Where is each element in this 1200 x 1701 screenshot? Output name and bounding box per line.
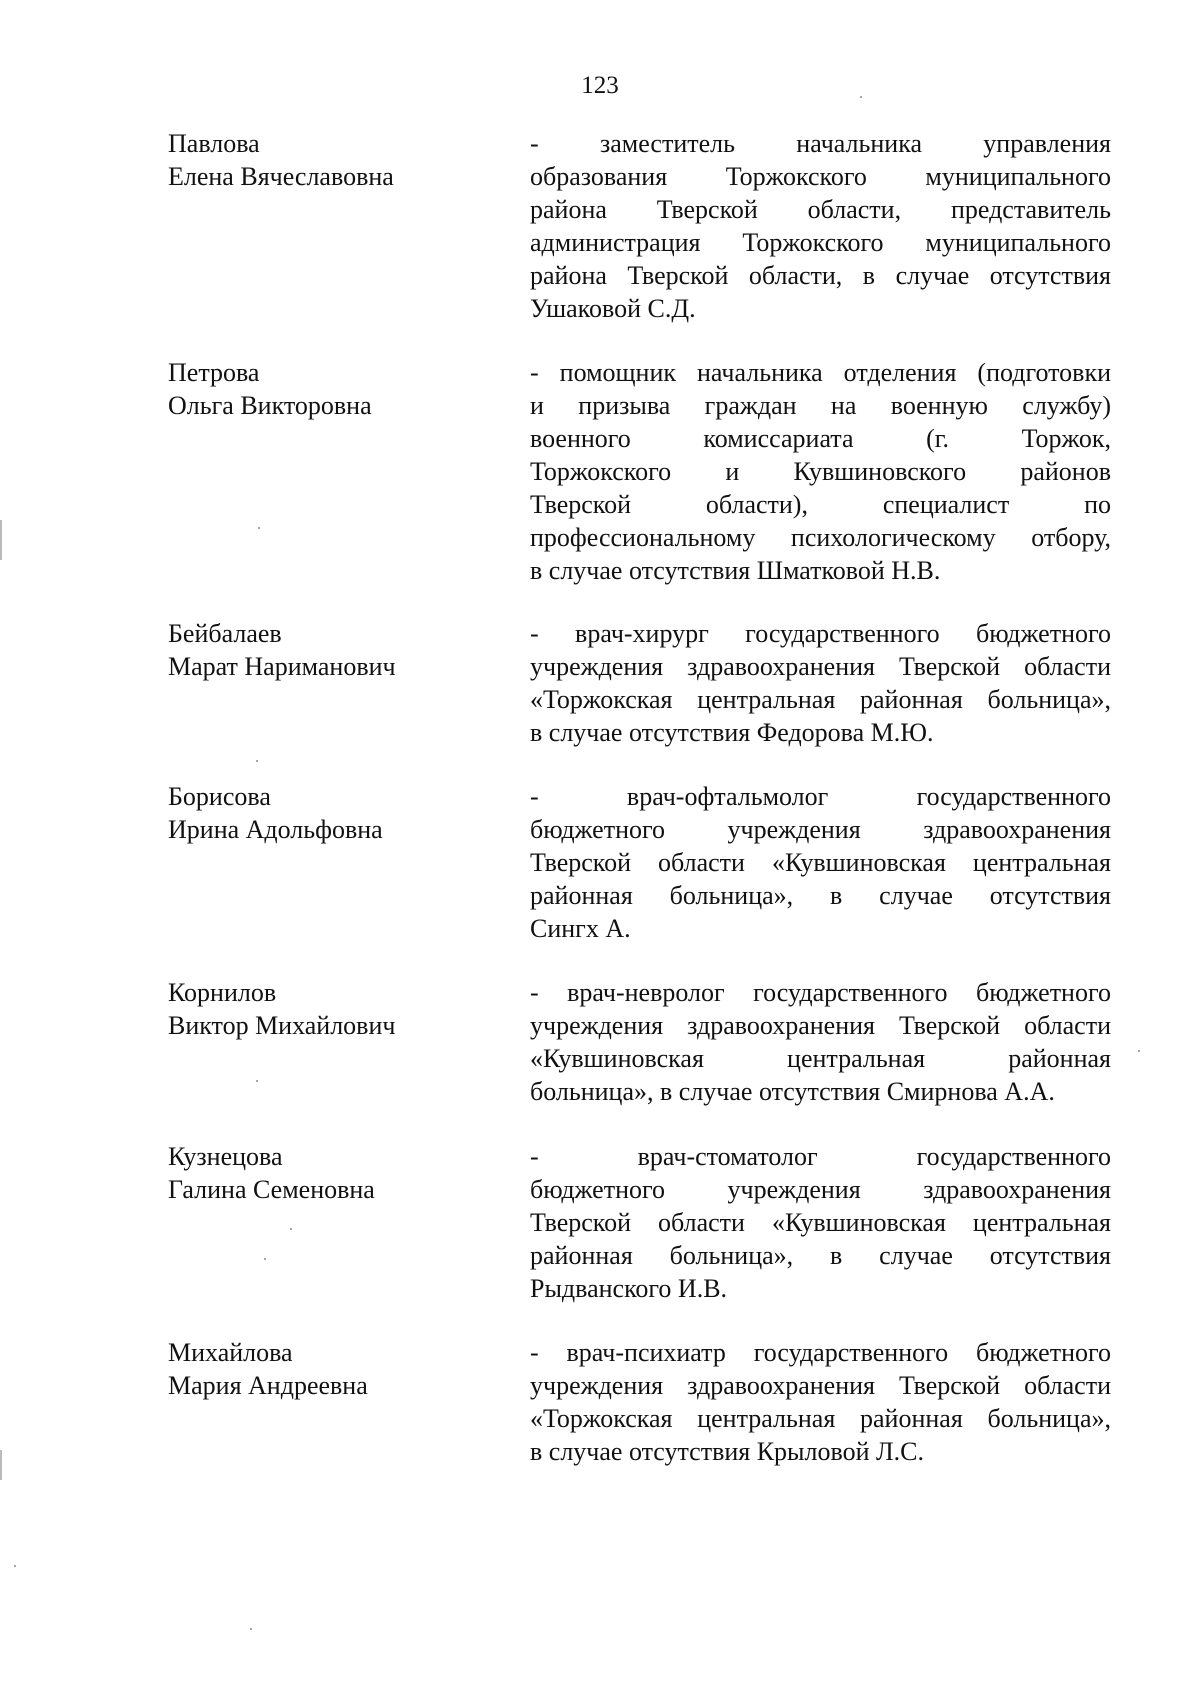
description-line: в случае отсутствия Шматковой Н.В. <box>530 556 941 585</box>
description-line: - врач-психиатр государственного бюджетного <box>530 1338 1111 1367</box>
member-description <box>530 1140 1111 1305</box>
description-line: бюджетного учреждения здравоохранения <box>530 815 1111 844</box>
description-line: в случае отсутствия Федорова М.Ю. <box>530 718 934 747</box>
description-line: больница», в случае отсутствия Смирнова А.А. <box>530 1077 1055 1106</box>
description-line: учреждения здравоохранения Тверской области <box>530 1371 1111 1400</box>
scan-speck <box>250 1628 252 1630</box>
scan-speck <box>264 1258 266 1260</box>
description-line: Торжокского и Кувшиновского районов <box>530 457 1111 486</box>
member-name <box>168 356 468 422</box>
scan-speck <box>14 1565 16 1567</box>
scan-speck <box>860 96 862 98</box>
member-description <box>530 356 1111 587</box>
member-description <box>530 127 1111 325</box>
description-line: Рыдванского И.В. <box>530 1274 728 1303</box>
description-line: бюджетного учреждения здравоохранения <box>530 1175 1111 1204</box>
description-line: - врач-офтальмолог государственного <box>530 782 1111 811</box>
description-line: и призыва граждан на военную службу) <box>530 391 1111 420</box>
scan-edge-mark <box>0 1450 2 1480</box>
description-line: военного комиссариата (г. Торжок, <box>530 424 1111 453</box>
description-line: районная больница», в случае отсутствия <box>530 881 1111 910</box>
member-surname: Борисова <box>168 782 271 811</box>
member-surname: Павлова <box>168 129 260 158</box>
member-description <box>530 976 1111 1108</box>
member-name <box>168 127 468 193</box>
member-surname: Бейбалаев <box>168 619 282 648</box>
member-given-names: Марат Нариманович <box>168 652 396 681</box>
description-line: Тверской области), специалист по <box>530 490 1111 519</box>
member-given-names: Ирина Адольфовна <box>168 815 383 844</box>
description-line: «Торжокская центральная районная больница», <box>530 685 1111 714</box>
member-surname: Кузнецова <box>168 1142 283 1171</box>
description-line: - заместитель начальника управления <box>530 129 1111 158</box>
member-name <box>168 1336 468 1402</box>
scan-edge-mark <box>0 520 2 560</box>
scan-speck <box>258 527 260 529</box>
description-line: «Торжокская центральная районная больница», <box>530 1404 1111 1433</box>
description-line: в случае отсутствия Крыловой Л.С. <box>530 1437 924 1466</box>
description-line: районная больница», в случае отсутствия <box>530 1241 1111 1270</box>
member-name <box>168 976 468 1042</box>
description-line: - врач-хирург государственного бюджетного <box>530 619 1111 648</box>
member-given-names: Виктор Михайлович <box>168 1011 396 1040</box>
description-line: учреждения здравоохранения Тверской области <box>530 1011 1111 1040</box>
description-line: района Тверской области, представитель <box>530 195 1111 224</box>
member-surname: Михайлова <box>168 1338 293 1367</box>
scan-speck <box>256 1080 258 1082</box>
member-name <box>168 1140 468 1206</box>
scan-speck <box>256 760 258 762</box>
member-description <box>530 1336 1111 1468</box>
member-given-names: Мария Андреевна <box>168 1371 368 1400</box>
description-line: Тверской области «Кувшиновская центральная <box>530 1208 1111 1237</box>
description-line: района Тверской области, в случае отсутствия <box>530 261 1111 290</box>
member-surname: Корнилов <box>168 978 277 1007</box>
page-number: 123 <box>581 72 619 99</box>
description-line: - врач-стоматолог государственного <box>530 1142 1111 1171</box>
member-description <box>530 617 1111 749</box>
description-line: - помощник начальника отделения (подготовки <box>530 358 1111 387</box>
description-line: Сингх А. <box>530 914 631 943</box>
member-description <box>530 780 1111 945</box>
member-surname: Петрова <box>168 358 260 387</box>
description-line: - врач-невролог государственного бюджетного <box>530 978 1111 1007</box>
description-line: профессиональному психологическому отбору, <box>530 523 1111 552</box>
description-line: учреждения здравоохранения Тверской области <box>530 652 1111 681</box>
member-name <box>168 780 468 846</box>
description-line: администрация Торжокского муниципального <box>530 228 1111 257</box>
member-given-names: Галина Семеновна <box>168 1175 375 1204</box>
member-given-names: Елена Вячеславовна <box>168 162 394 191</box>
member-name <box>168 617 468 683</box>
description-line: Тверской области «Кувшиновская центральная <box>530 848 1111 877</box>
member-given-names: Ольга Викторовна <box>168 391 372 420</box>
description-line: Ушаковой С.Д. <box>530 294 696 323</box>
description-line: образования Торжокского муниципального <box>530 162 1111 191</box>
scan-speck <box>290 1228 292 1230</box>
description-line: «Кувшиновская центральная районная <box>530 1044 1111 1073</box>
scan-speck <box>1138 1050 1140 1052</box>
